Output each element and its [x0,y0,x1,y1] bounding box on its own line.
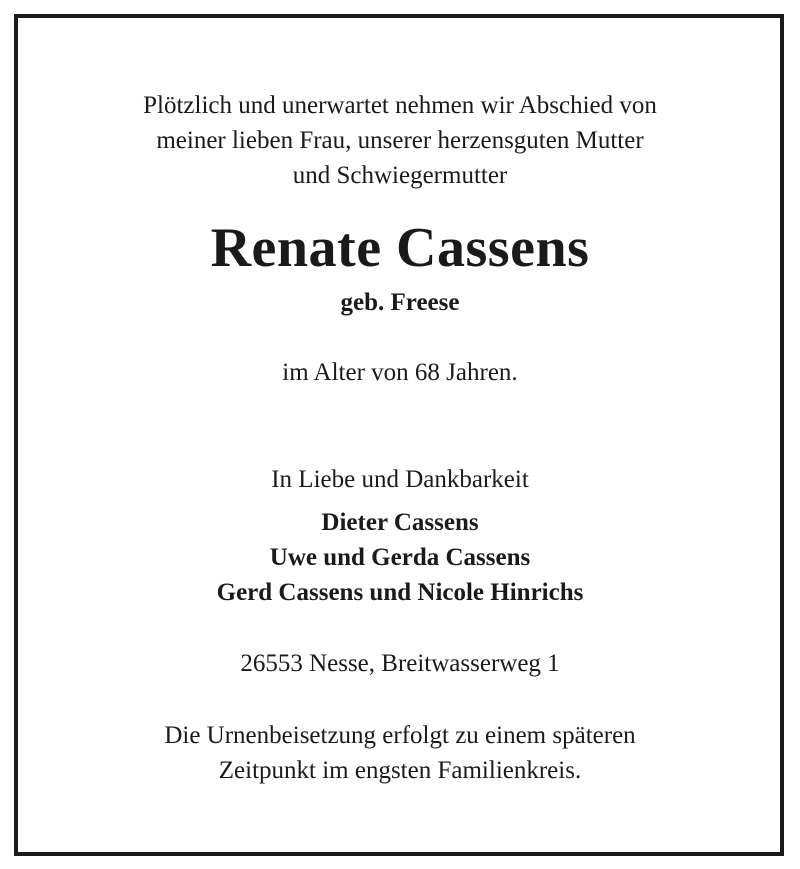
burial-notice [24,718,776,788]
notice-line: Zeitpunkt im engsten Familienkreis. [218,757,582,784]
mourner-name: Uwe und Gerda Cassens [269,544,531,571]
deceased-name: Renate Cassens [210,217,590,279]
intro-text [24,88,776,193]
intro-line: Plötzlich und unerwartet nehmen wir Abschied von [143,92,657,119]
intro-line: und Schwiegermutter [292,162,508,189]
dedication-text: In Liebe und Dankbarkeit [271,466,529,493]
notice-line: Die Urnenbeisetzung erfolgt zu einem späteren [164,722,636,749]
address-text: 26553 Nesse, Breitwasserweg 1 [240,650,560,677]
mourners-list [24,505,776,610]
mourner-name: Dieter Cassens [321,509,479,536]
intro-line: meiner lieben Frau, unserer herzensguten Mutter [156,127,644,154]
mourner-name: Gerd Cassens und Nicole Hinrichs [216,579,584,606]
maiden-name: geb. Freese [340,289,460,316]
age-text: im Alter von 68 Jahren. [282,359,518,386]
